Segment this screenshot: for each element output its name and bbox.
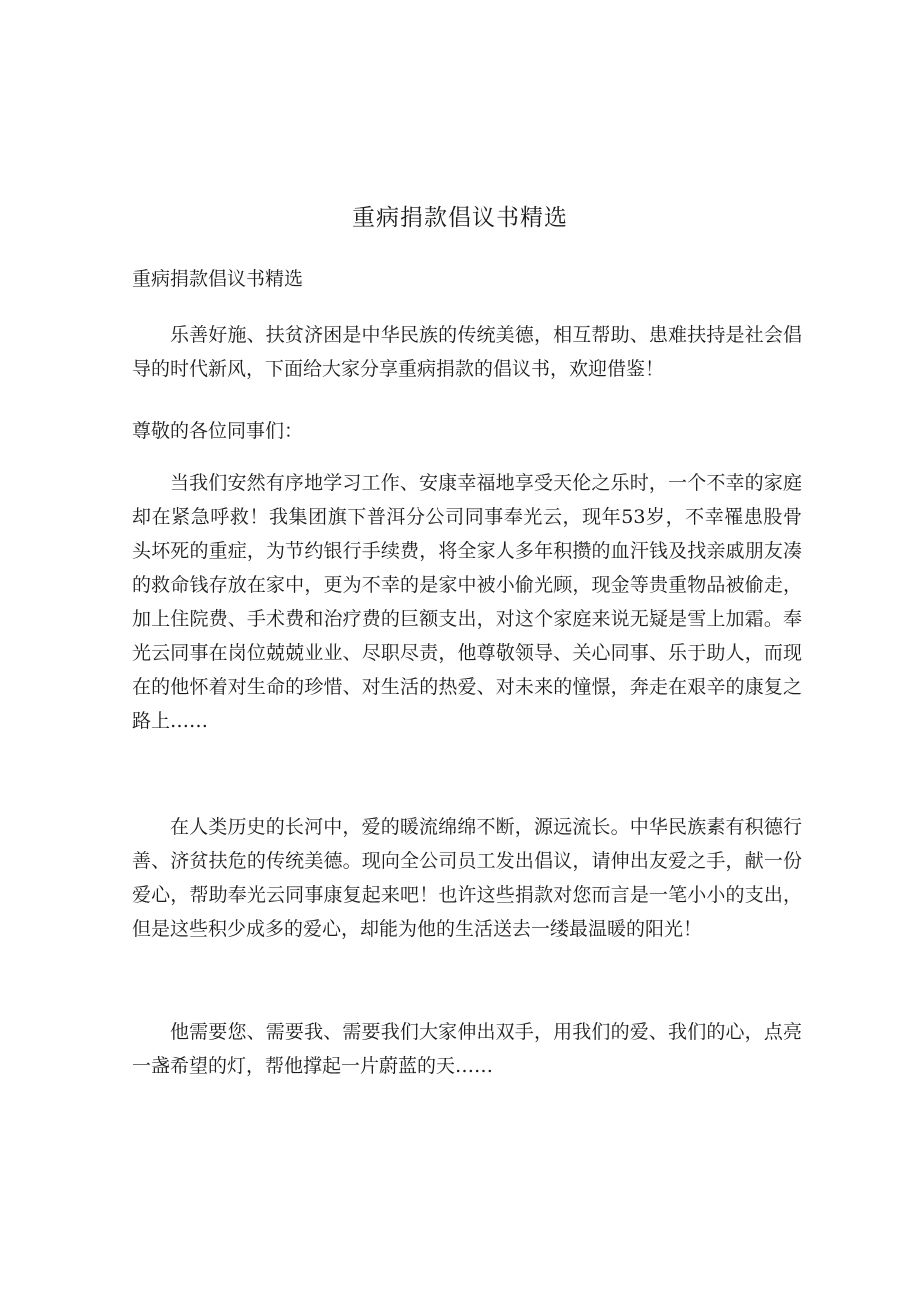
body-paragraph: 当我们安然有序地学习工作、安康幸福地享受天伦之乐时，一个不幸的家庭却在紧急呼救！我集团旗下普洱分公司同事奉光云，现年53岁，不幸罹患股骨头坏死的重症，为节约银行手续费，将全家人多年积攒的血汗钱及找亲戚朋友凑的救命钱存放在家中，更为不幸的是家中被小偷光顾，现金等贵重物品被偷走，加上住院费、手术费和治疗费的巨额支出，对这个家庭来说无疑是雪上加霜。奉光云同事在岗位兢兢业业、尽职尽责，他尊敬领导、关心同事、乐于助人，而现在的他怀着对生命的珍惜、对生活的热爱、对未来的憧憬，奔走在艰辛的康复之路上……	[132, 472, 802, 732]
subtitle: 重病捐款倡议书精选	[132, 268, 304, 290]
intro-paragraph: 乐善好施、扶贫济困是中华民族的传统美德，相互帮助、患难扶持是社会倡导的时代新风，下面给大家分享重病捐款的倡议书，欢迎借鉴！	[132, 324, 802, 380]
salutation: 尊敬的各位同事们：	[132, 420, 304, 442]
body-paragraph: 在人类历史的长河中，爱的暖流绵绵不断，源远流长。中华民族素有积德行善、济贫扶危的传统美德。现向全公司员工发出倡议，请伸出友爱之手，献一份爱心，帮助奉光云同事康复起来吧！也许这些捐款对您而言是一笔小小的支出，但是这些积少成多的爱心，却能为他的生活送去一缕最温暖的阳光！	[132, 816, 802, 940]
page-title: 重病捐款倡议书精选	[352, 205, 568, 231]
closing-paragraph: 他需要您、需要我、需要我们大家伸出双手，用我们的爱、我们的心，点亮一盏希望的灯，帮他撑起一片蔚蓝的天……	[132, 1021, 802, 1077]
